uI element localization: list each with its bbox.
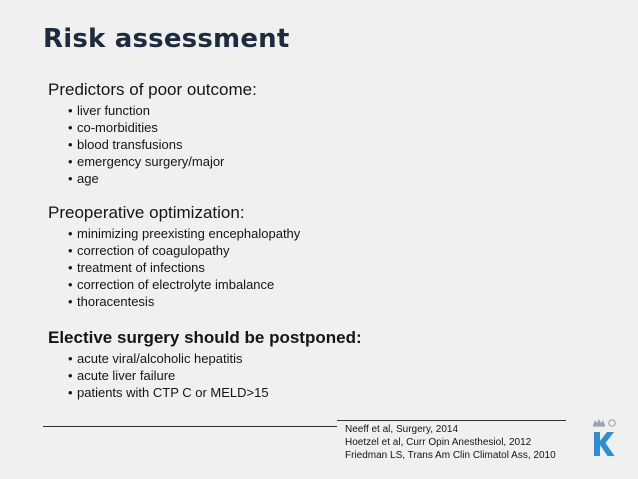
list-item: • minimizing preexisting encephalopathy <box>68 225 568 242</box>
list-item: • liver function <box>68 102 568 119</box>
list-item: • age <box>68 170 568 187</box>
references <box>345 423 556 462</box>
list-item: • acute viral/alcoholic hepatitis <box>68 350 568 367</box>
section-heading: Predictors of poor outcome: <box>48 80 257 99</box>
list-item: • blood transfusions <box>68 136 568 153</box>
list-item: • thoracentesis <box>68 293 568 310</box>
list-item: • acute liver failure <box>68 367 568 384</box>
reference-item: Friedman LS, Trans Am Clin Climatol Ass, 2010 <box>345 450 556 461</box>
bullet-list <box>48 350 568 401</box>
section-postponed <box>48 328 568 401</box>
list-item: • treatment of infections <box>68 259 568 276</box>
list-item: • emergency surgery/major <box>68 153 568 170</box>
crown-logo-icon <box>590 418 618 458</box>
section-heading: Elective surgery should be postponed: <box>48 328 362 347</box>
divider-line <box>337 420 566 421</box>
list-item: • correction of electrolyte imbalance <box>68 276 568 293</box>
section-heading: Preoperative optimization: <box>48 203 245 222</box>
list-item: • correction of coagulopathy <box>68 242 568 259</box>
reference-item: Neeff et al, Surgery, 2014 <box>345 424 459 435</box>
institution-logo <box>590 418 618 458</box>
section-optimization <box>48 203 568 310</box>
slide-title: Risk assessment <box>43 24 290 54</box>
bullet-list <box>48 102 568 187</box>
divider-line <box>43 426 337 427</box>
list-item: • co-morbidities <box>68 119 568 136</box>
list-item: • patients with CTP C or MELD>15 <box>68 384 568 401</box>
section-predictors <box>48 80 568 187</box>
bullet-list <box>48 225 568 310</box>
reference-item: Hoetzel et al, Curr Opin Anesthesiol, 2012 <box>345 437 532 448</box>
